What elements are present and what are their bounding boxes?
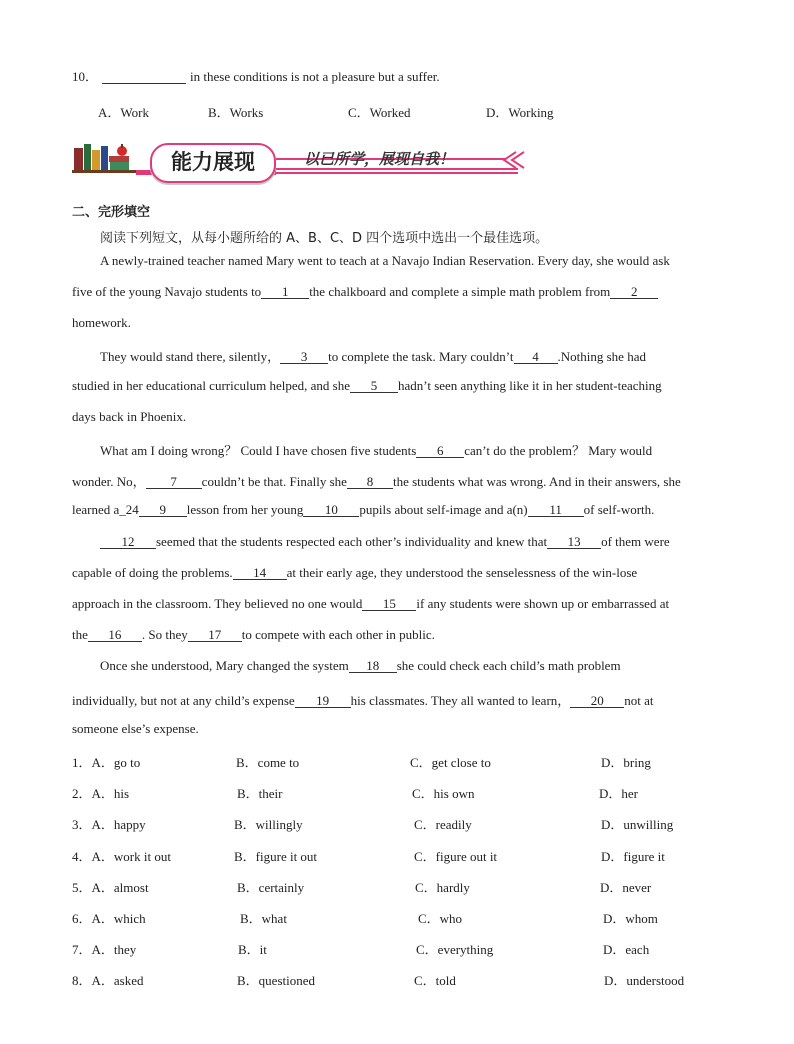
option-b[interactable]: B．Works — [208, 105, 264, 120]
blank-2[interactable]: 2 — [610, 285, 658, 299]
blank-10[interactable]: 10 — [303, 503, 359, 517]
question-8-option-a[interactable]: 8．A．asked — [72, 973, 144, 988]
blank-6[interactable]: 6 — [416, 444, 464, 458]
banner-title: 能力展现 — [171, 150, 255, 174]
question-1-option-d[interactable]: D．bring — [601, 755, 651, 770]
question-8-option-b[interactable]: B．questioned — [237, 973, 315, 988]
question-6-option-b[interactable]: B．what — [240, 911, 287, 926]
passage-line: A newly-trained teacher named Mary went to teach at a Navajo Indian Reservation. Every day, she would ask — [100, 253, 670, 268]
blank-15[interactable]: 15 — [362, 597, 416, 611]
blank-16[interactable]: 16 — [88, 628, 142, 642]
banner-title-box — [150, 143, 276, 183]
blank-8[interactable]: 8 — [347, 475, 393, 489]
blank-19[interactable]: 19 — [295, 694, 351, 708]
question-5-option-a[interactable]: 5．A．almost — [72, 880, 149, 895]
question-7-option-c[interactable]: C．everything — [416, 942, 494, 957]
option-d[interactable]: D．Working — [486, 105, 554, 120]
question-3-option-d[interactable]: D．unwilling — [601, 817, 674, 832]
passage-line: individually, but not at any child’s expense 19 his classmates. They all wanted to learn， 20 not at — [72, 693, 654, 708]
blank-18[interactable]: 18 — [349, 659, 397, 673]
blank-3[interactable]: 3 — [280, 350, 328, 364]
question-8-option-c[interactable]: C．told — [414, 973, 456, 988]
question-2-option-b[interactable]: B．their — [237, 786, 283, 801]
blank-5[interactable]: 5 — [350, 379, 398, 393]
passage-line: homework. — [72, 315, 131, 330]
passage-line: days back in Phoenix. — [72, 409, 187, 424]
question-5-option-d[interactable]: D．never — [600, 880, 652, 895]
passage-line: five of the young Navajo students to 1 the chalkboard and complete a simple math problem from 2 — [72, 284, 658, 300]
question-5-option-b[interactable]: B．certainly — [237, 880, 305, 895]
question-2-option-a[interactable]: 2．A．his — [72, 786, 130, 801]
question-10 — [72, 66, 440, 85]
section-banner — [72, 136, 532, 184]
question-number: 10． — [72, 69, 99, 84]
question-4-option-c[interactable]: C．figure out it — [414, 849, 498, 864]
question-2-option-c[interactable]: C．his own — [412, 786, 475, 801]
passage-line: wonder. No， 7 couldn’t be that. Finally she 8 the students what was wrong. And in their answers, she — [72, 474, 681, 489]
option-c[interactable]: C．Worked — [348, 105, 411, 120]
blank-17[interactable]: 17 — [188, 628, 242, 642]
banner-slogan: 以已所学，展现自我！ — [304, 150, 455, 168]
question-3-option-c[interactable]: C．readily — [414, 817, 472, 832]
question-6-option-a[interactable]: 6．A．which — [72, 911, 146, 926]
question-7-option-d[interactable]: D．each — [603, 942, 650, 957]
question-6-option-c[interactable]: C．who — [418, 911, 463, 926]
blank-20[interactable]: 20 — [570, 694, 624, 708]
question-3-option-b[interactable]: B．willingly — [234, 817, 303, 832]
passage-line: someone else’s expense. — [72, 721, 199, 736]
question-1-option-a[interactable]: 1．A．go to — [72, 755, 141, 770]
passage-line: learned a_24 9 lesson from her young 10 pupils about self-image and a(n) 11 of self-worth. — [72, 502, 655, 517]
question-4-option-a[interactable]: 4．A．work it out — [72, 849, 171, 864]
question-6-option-d[interactable]: D．whom — [603, 911, 658, 926]
passage-line: capable of doing the problems. 14 at their early age, they understood the senselessness of the win-lose — [72, 565, 638, 580]
question-4-option-d[interactable]: D．figure it — [601, 849, 665, 864]
question-2-option-d[interactable]: D．her — [599, 786, 638, 801]
blank-14[interactable]: 14 — [233, 566, 287, 580]
section-heading: 二、完形填空 — [72, 205, 151, 220]
question-3-option-a[interactable]: 3．A．happy — [72, 817, 146, 832]
option-a[interactable]: A．Work — [98, 105, 149, 120]
blank-7[interactable]: 7 — [146, 475, 202, 489]
question-7-option-b[interactable]: B．it — [238, 942, 267, 957]
question-8-option-d[interactable]: D．understood — [604, 973, 685, 988]
question-1-option-b[interactable]: B．come to — [236, 755, 300, 770]
passage-line: the 16 . So they 17 to compete with each other in public. — [72, 627, 435, 642]
blank-11[interactable]: 11 — [528, 503, 584, 517]
question-5-option-c[interactable]: C．hardly — [415, 880, 470, 895]
passage-line: studied in her educational curriculum helped, and she 5 hadn’t seen anything like it in her student-teaching — [72, 378, 662, 393]
blank-12[interactable]: 12 — [100, 535, 156, 549]
answer-blank[interactable] — [102, 70, 186, 84]
passage-line: 12 seemed that the students respected each other’s individuality and knew that 13 of them were — [100, 534, 670, 550]
section-instruction: 阅读下列短文，从每小题所给的 A、B、C、D 四个选项中选出一个最佳选项。 — [100, 231, 549, 246]
blank-13[interactable]: 13 — [547, 535, 601, 549]
question-7-option-a[interactable]: 7．A．they — [72, 942, 137, 957]
question-1-option-c[interactable]: C．get close to — [410, 755, 491, 770]
blank-9[interactable]: 9 — [139, 503, 187, 517]
passage-line: Once she understood, Mary changed the system 18 she could check each child’s math problem — [100, 658, 621, 673]
question-4-option-b[interactable]: B．figure it out — [234, 849, 318, 864]
question-text: in these conditions is not a pleasure but a suffer. — [190, 69, 440, 84]
blank-4[interactable]: 4 — [514, 350, 558, 364]
passage-line: They would stand there, silently， 3 to complete the task. Mary couldn’t 4 .Nothing she had — [100, 349, 646, 364]
passage-line: What am I doing wrong？ Could I have chosen five students 6 can’t do the problem？ Mary would — [100, 443, 653, 458]
passage-line: approach in the classroom. They believed no one would 15 if any students were shown up or embarrassed at — [72, 596, 670, 611]
blank-1[interactable]: 1 — [261, 285, 309, 299]
books-icon — [72, 136, 532, 184]
